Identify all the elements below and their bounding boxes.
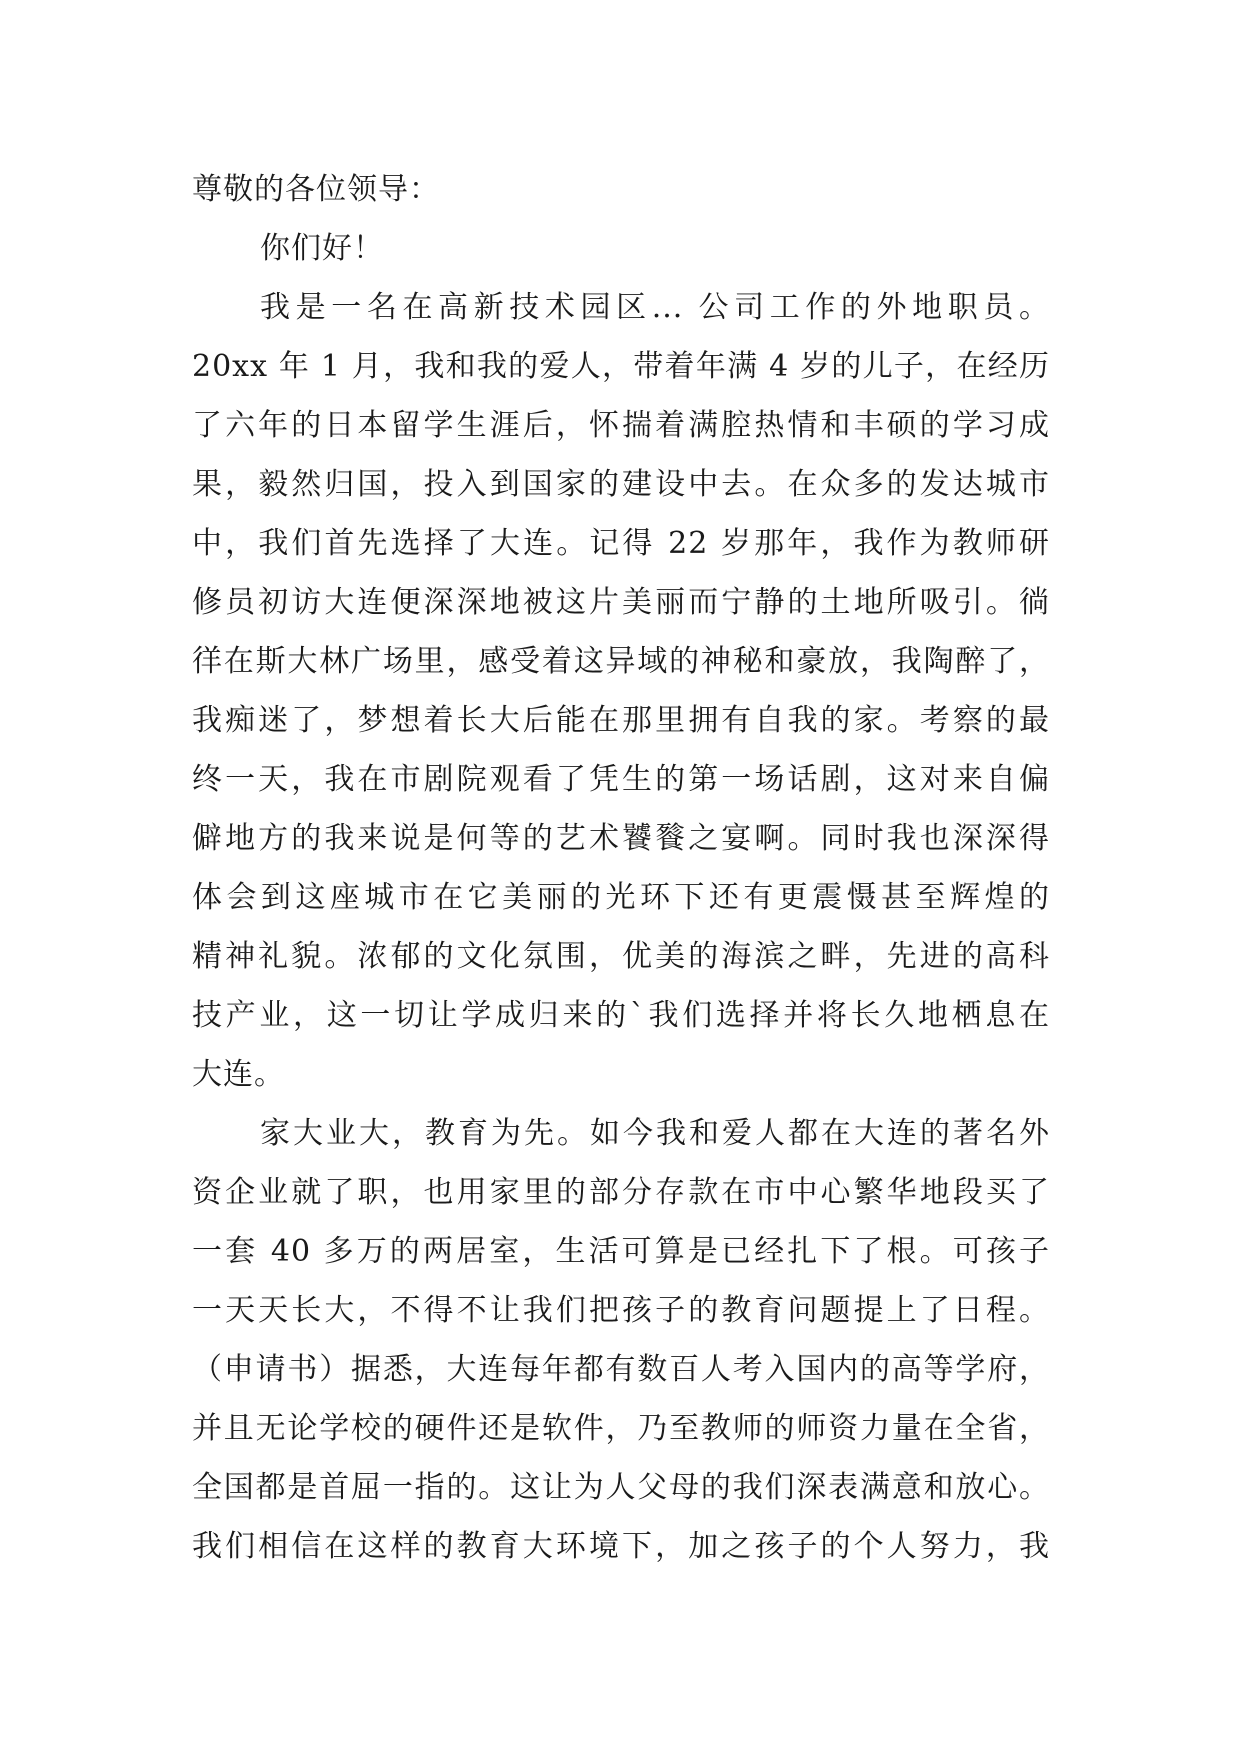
paragraph-1-line: 精神礼貌。浓郁的文化氛围，优美的海滨之畔，先进的高科	[192, 939, 1050, 974]
salutation: 尊敬的各位领导：	[192, 172, 440, 207]
paragraph-1-line: 大连。	[192, 1057, 285, 1092]
paragraph-2-line: 一天天长大，不得不让我们把孩子的教育问题提上了日程。	[192, 1293, 1050, 1328]
paragraph-2-line: 资企业就了职，也用家里的部分存款在市中心繁华地段买了	[192, 1175, 1050, 1210]
paragraph-2-line: 一套 40 多万的两居室，生活可算是已经扎下了根。可孩子	[192, 1234, 1050, 1269]
document-body	[192, 160, 1050, 1576]
paragraph-2-line: 全国都是首屈一指的。这让为人父母的我们深表满意和放心。	[192, 1470, 1050, 1505]
paragraph-1-line: 徉在斯大林广场里，感受着这异域的神秘和豪放，我陶醉了，	[192, 644, 1050, 679]
paragraph-2-line: 并且无论学校的硬件还是软件，乃至教师的师资力量在全省，	[192, 1411, 1050, 1446]
paragraph-1-line: 中，我们首先选择了大连。记得 22 岁那年，我作为教师研	[192, 526, 1050, 561]
paragraph-1-line: 僻地方的我来说是何等的艺术饕餮之宴啊。同时我也深深得	[192, 821, 1050, 856]
paragraph-2-line: 我们相信在这样的教育大环境下，加之孩子的个人努力，我	[192, 1529, 1050, 1564]
paragraph-1-line: 我是一名在高新技术园区... 公司工作的外地职员。	[260, 290, 1050, 325]
paragraph-2-line: （申请书）据悉，大连每年都有数百人考入国内的高等学府，	[192, 1352, 1050, 1387]
greeting: 你们好！	[260, 231, 384, 266]
paragraph-1-line: 修员初访大连便深深地被这片美丽而宁静的土地所吸引。徜	[192, 585, 1050, 620]
paragraph-1-line: 终一天，我在市剧院观看了凭生的第一场话剧，这对来自偏	[192, 762, 1050, 797]
paragraph-2-line: 家大业大，教育为先。如今我和爱人都在大连的著名外	[260, 1116, 1050, 1151]
paragraph-1-line: 20xx 年 1 月，我和我的爱人，带着年满 4 岁的儿子，在经历	[192, 349, 1050, 384]
paragraph-1-line: 体会到这座城市在它美丽的光环下还有更震慑甚至辉煌的	[192, 880, 1050, 915]
paragraph-1-line: 了六年的日本留学生涯后，怀揣着满腔热情和丰硕的学习成	[192, 408, 1050, 443]
paragraph-1-line: 果，毅然归国，投入到国家的建设中去。在众多的发达城市	[192, 467, 1050, 502]
paragraph-1-line: 技产业，这一切让学成归来的`我们选择并将长久地栖息在	[192, 998, 1050, 1033]
paragraph-1-line: 我痴迷了，梦想着长大后能在那里拥有自我的家。考察的最	[192, 703, 1050, 738]
